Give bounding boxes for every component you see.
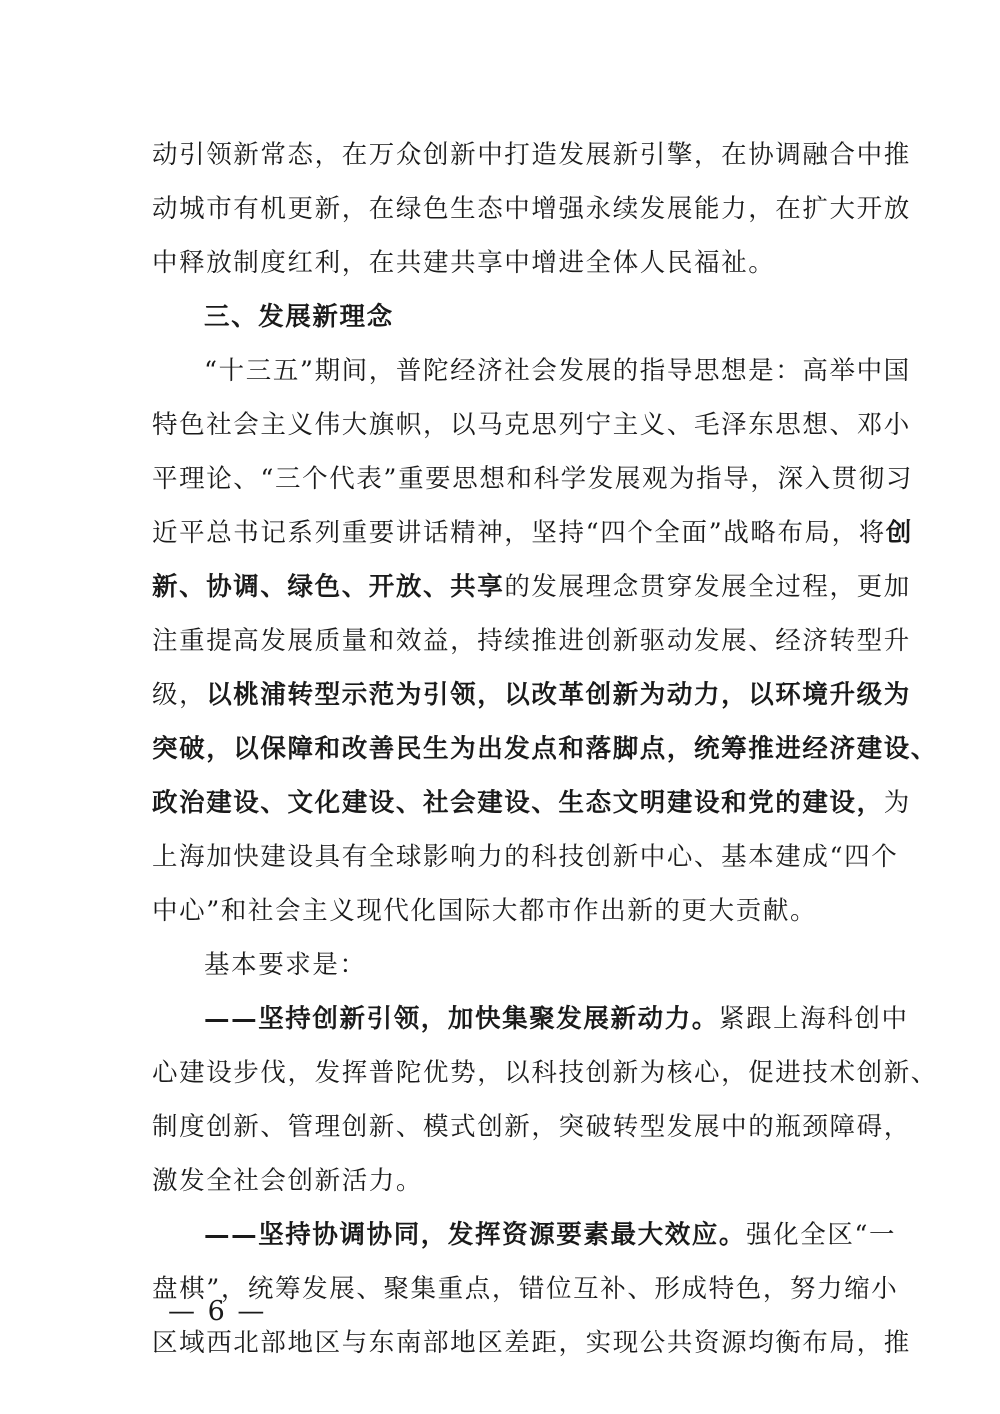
text-run: 制度创新、管理创新、模式创新，突破转型发展中的瓶颈障碍， [152,1112,911,1142]
section-heading-text: 三、发展新理念 [204,302,394,332]
text-run: 注重提高发展质量和效益，持续推进创新驱动发展、经济转型升 [152,626,911,656]
text-run: 区域西北部地区与东南部地区差距，实现公共资源均衡布局，推 [152,1328,911,1358]
bold-text-run: 以桃浦转型示范为引领，以改革创新为动力，以环境升级为 [206,680,911,710]
page-number: — 6 — [168,1296,267,1327]
text-line [152,1100,911,1154]
text-run: 特色社会主义伟大旗帜，以马克思列宁主义、毛泽东思想、邓小 [152,410,911,440]
text-run: 动城市有机更新，在绿色生态中增强永续发展能力，在扩大开放 [152,194,911,224]
text-run: 激发全社会创新活力。 [152,1166,424,1196]
text-line [152,344,911,398]
text-run: 的发展理念贯穿发展全过程，更加 [504,572,911,602]
text-line [152,938,852,992]
bold-text-run: 创 [885,518,913,548]
text-line [152,1208,897,1262]
text-line [152,452,913,506]
text-run: 强化全区“一 [746,1220,897,1250]
bold-text-run: 政治建设、文化建设、社会建设、生态文明建设和党的建设， [152,788,884,818]
text-line [152,182,911,236]
text-line [152,668,911,722]
text-run: 心建设步伐，发挥普陀优势，以科技创新为核心，促进技术创新、 [152,1058,938,1088]
text-line [152,506,913,560]
text-run: 紧跟上海科创中 [718,1004,909,1034]
text-run: 级， [152,680,207,710]
bold-text-run: 突破，以保障和改善民生为出发点和落脚点，统筹推进经济建设、 [152,734,938,764]
text-line [152,560,911,614]
section-heading [152,290,852,344]
text-run: 上海加快建设具有全球影响力的科技创新中心、基本建成“四个 [152,842,899,872]
text-line [152,776,911,830]
document-body [152,128,938,1370]
text-line [152,884,852,938]
text-line [152,128,911,182]
text-run: 平理论、“三个代表”重要思想和科学发展观为指导，深入贯彻习 [152,464,913,494]
bold-text-run: ——坚持协调协同，发挥资源要素最大效应。 [204,1220,747,1250]
text-line [152,614,911,668]
text-run: 盘棋”，统筹发展、聚集重点，错位互补、形成特色，努力缩小 [152,1274,899,1304]
text-line [152,1046,938,1100]
bold-text-run: ——坚持创新引领，加快集聚发展新动力。 [204,1004,719,1034]
text-line [152,830,899,884]
text-line [152,1154,852,1208]
text-line [152,722,938,776]
text-run: “十三五”期间，普陀经济社会发展的指导思想是：高举中国 [204,356,911,386]
text-run: 近平总书记系列重要讲话精神，坚持“四个全面”战略布局，将 [152,518,886,548]
bold-text-run: 新、协调、绿色、开放、共享 [152,572,505,602]
text-run: 动引领新常态，在万众创新中打造发展新引擎，在协调融合中推 [152,140,911,170]
text-run: 中释放制度红利，在共建共享中增进全体人民福祉。 [152,248,776,278]
text-line [152,398,911,452]
text-run: 为 [883,788,911,818]
text-line [152,992,909,1046]
text-run: 中心”和社会主义现代化国际大都市作出新的更大贡献。 [152,896,818,926]
text-run: 基本要求是： [204,950,367,980]
text-line [152,236,852,290]
